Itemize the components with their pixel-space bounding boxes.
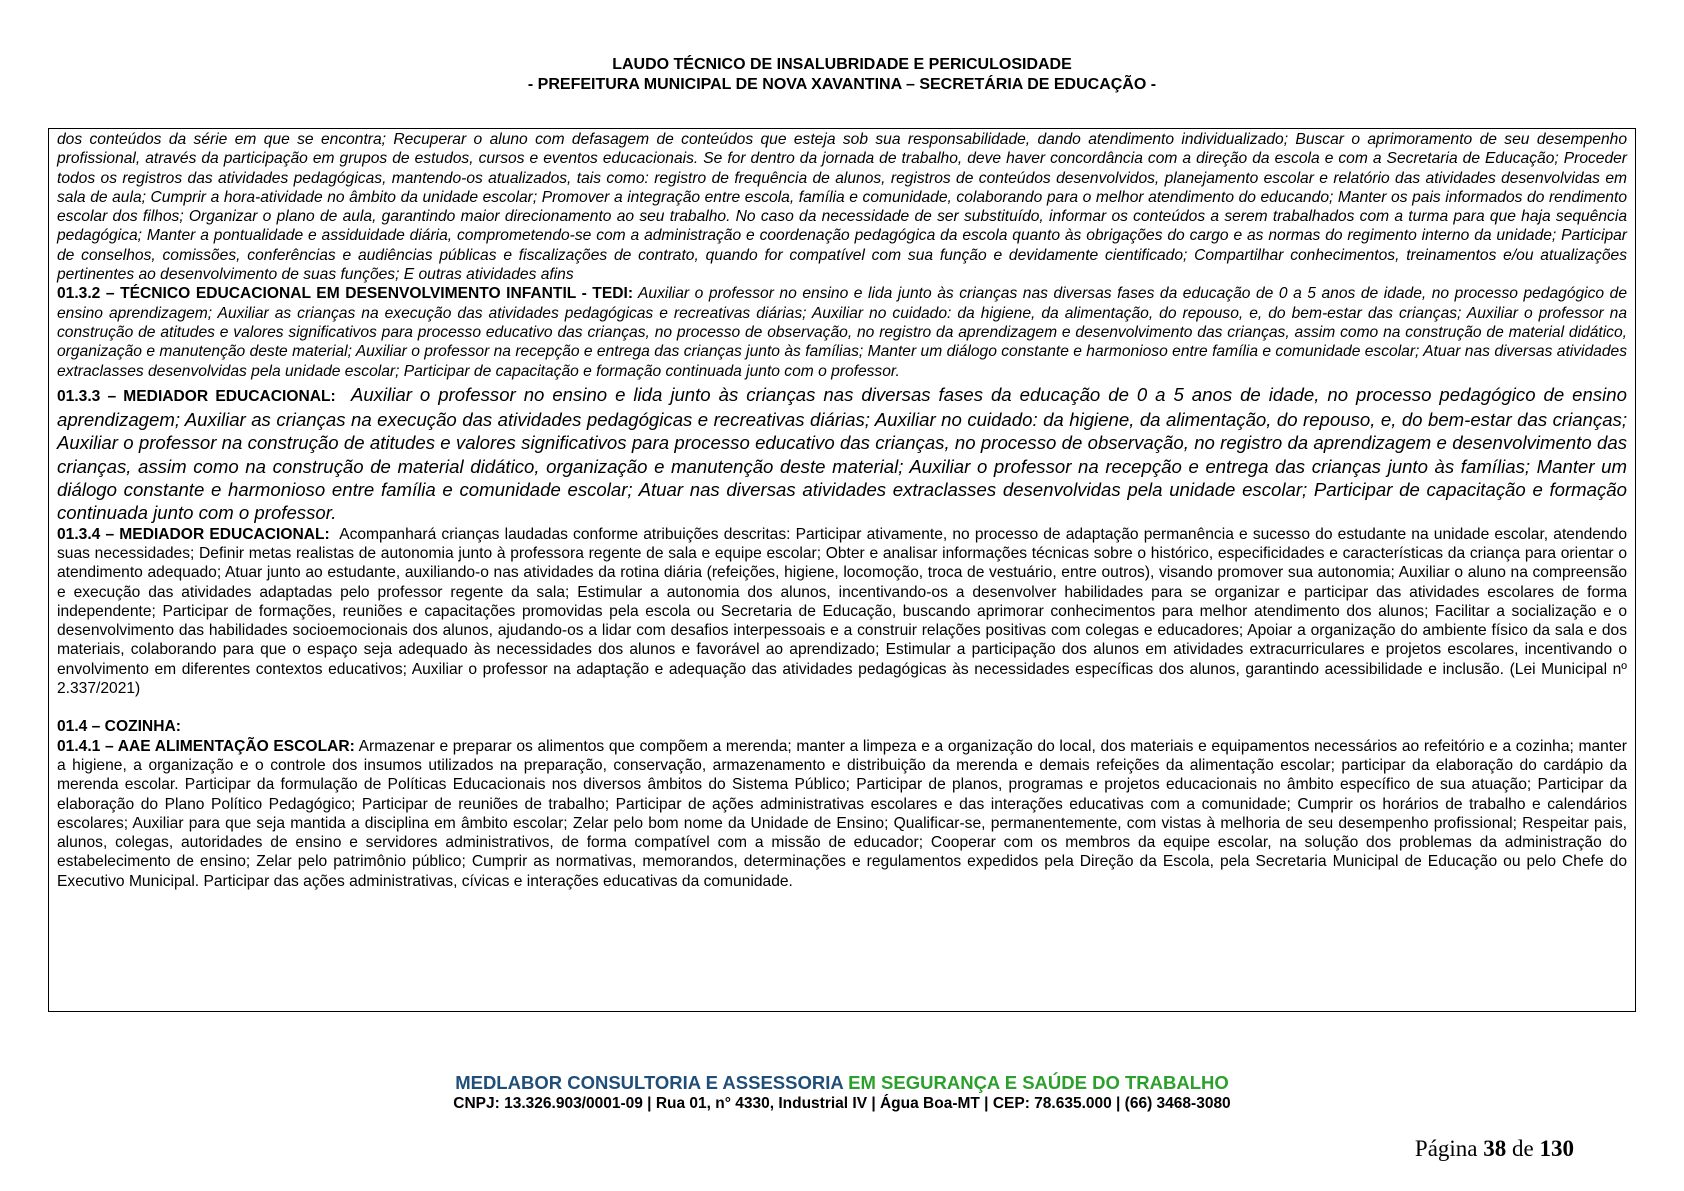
section-0141: [57, 737, 1627, 891]
section-0132: [57, 284, 1627, 380]
section-0141-title: 01.4.1 – AAE ALIMENTAÇÃO ESCOLAR:: [57, 737, 355, 755]
section-0134-text: Acompanhará crianças laudadas conforme atribuições descritas: Participar ativamente, no processo de adaptação permanência e sucesso do estudante na unidade escolar, atendendo suas necessidades; Definir metas realistas de autonomia junto à professora regente de sala e equipe escolar; Obter e analisar informações técnicas sobre o histórico, especificidades e características da criança para orientar o atendimento adequado; Atuar junto ao estudante, auxiliando-o nas atividades da rotina diária (refeições, higiene, locomoção, troca de vestuário, entre outros), visando promover sua autonomia; Auxiliar o aluno na compreensão e execução das atividades adaptadas pelo professor regente da sala; Estimular a autonomia dos alunos, incentivando-os a desenvolver habilidades para se organizar e participar das atividades escolares de forma independente; Participar de formações, reuniões e capacitações promovidas pela escola ou Secretaria de Educação, buscando aprimorar conhecimentos para melhor atendimento dos alunos; Facilitar a socialização e o desenvolvimento das habilidades socioemocionais dos alunos, ajudando-os a lidar com desafios interpessoais e a construir relações positivas com colegas e educadores; Apoiar a organização do ambiente físico da sala e dos materiais, colaborando para que o espaço seja adequado às necessidades dos alunos e favorável ao aprendizado; Estimular a participação dos alunos em atividades extracurriculares e projetos escolares, incentivando o envolvimento em diferentes contextos educativos; Auxiliar o professor na adaptação e adequação das atividades pedagógicas às necessidades específicas dos alunos, garantindo acessibilidade e inclusão. (Lei Municipal nº 2.337/2021): [57, 525, 1627, 698]
section-0134: [57, 525, 1627, 699]
section-0133: [57, 383, 1627, 525]
footer-address: CNPJ: 13.326.903/0001-09 | Rua 01, n° 4330, Industrial IV | Água Boa-MT | CEP: 78.635.000 | (66) 3468-3080: [453, 1095, 1231, 1112]
document-title: LAUDO TÉCNICO DE INSALUBRIDADE E PERICULOSIDADE: [612, 56, 1072, 73]
page-number: [1415, 1136, 1574, 1162]
footer-company-green: EM SEGURANÇA E SAÚDE DO TRABALHO: [843, 1072, 1229, 1093]
section-0132-text: Auxiliar o professor no ensino e lida junto às crianças nas diversas fases da educação de 0 a 5 anos de idade, no processo pedagógico de ensino aprendizagem; Auxiliar as crianças na execução das atividades pedagógicas e recreativas diárias; Auxiliar no cuidado: da higiene, da alimentação, do repouso, e, do bem-estar das crianças; Auxiliar o professor na construção de atitudes e valores significativos para processo educativo das crianças, no processo de observação, no registro da aprendizagem e desenvolvimento das crianças, assim como na construção de material didático, organização e manutenção deste material; Auxiliar o professor na recepção e entrega das crianças junto às famílias; Manter um diálogo constante e harmonioso entre família e comunidade escolar; Atuar nas diversas atividades extraclasses desenvolvidas pela unidade escolar; Participar de capacitação e formação continuada junto com o professor.: [57, 285, 1627, 380]
document-header: [0, 55, 1684, 95]
section-0133-text: Auxiliar o professor no ensino e lida junto às crianças nas diversas fases da educação de 0 a 5 anos de idade, no processo pedagógico de ensino aprendizagem; Auxiliar as crianças na execução das atividades pedagógicas e recreativas diárias; Auxiliar no cuidado: da higiene, da alimentação, do repouso, e, do bem-estar das crianças; Auxiliar o professor na construção de atitudes e valores significativos para processo educativo das crianças, no processo de observação, no registro da aprendizagem e desenvolvimento das crianças, assim como na construção de material didático, organização e manutenção deste material; Auxiliar o professor na recepção e entrega das crianças junto às famílias; Manter um diálogo constante e harmonioso entre família e comunidade escolar; Atuar nas diversas atividades extraclasses desenvolvidas pela unidade escolar; Participar de capacitação e formação continuada junto com o professor.: [57, 383, 1627, 524]
content-box: [48, 128, 1636, 1012]
continuation-paragraph: dos conteúdos da série em que se encontra; Recuperar o aluno com defasagem de conteúdos que esteja sob sua responsabilidade, dando atendimento individualizado; Buscar o aprimoramento de seu desempenho profissional, através da participação em grupos de estudos, cursos e eventos educacionais. Se for dentro da jornada de trabalho, deve haver concordância com a direção da escola e com a Secretaria de Educação; Proceder todos os registros das atividades pedagógicas, mantendo-os atualizados, tais como: registro de frequência de alunos, registros de conteúdos desenvolvidos, planejamento escolar e relatório das atividades desenvolvidas em sala de aula; Cumprir a hora-atividade no âmbito da unidade escolar; Promover a integração entre escola, família e comunidade, colaborando para o melhor atendimento do educando; Manter os pais informados do rendimento escolar dos filhos; Organizar o plano de aula, garantindo maior direcionamento ao seu trabalho. No caso da necessidade de ser substituído, informar os conteúdos a serem trabalhados com a turma para que haja sequência pedagógica; Manter a pontualidade e assiduidade diária, comprometendo-se com a administração e coordenação pedagógica da escola quanto às obrigações do cargo e as normas do regimento interno da unidade; Participar de conselhos, comissões, conferências e audiências públicas e fiscalizações de contrato, quando for compatível com sua função e devidamente cientificado; Compartilhar conhecimentos, treinamentos e/ou atualizações pertinentes ao desenvolvimento de suas funções; E outras atividades afins: [57, 131, 1627, 284]
footer-company-blue: MEDLABOR CONSULTORIA E ASSESSORIA: [455, 1072, 844, 1093]
document-footer: [0, 1072, 1684, 1114]
section-014-title: 01.4 – COZINHA:: [57, 718, 181, 736]
section-0134-title: 01.3.4 – MEDIADOR EDUCACIONAL:: [57, 525, 330, 543]
page-number-separator: de: [1506, 1136, 1540, 1161]
page-number-prefix: Página: [1414, 1136, 1484, 1161]
document-subtitle: - PREFEITURA MUNICIPAL DE NOVA XAVANTINA – SECRETÁRIA DE EDUCAÇÃO -: [527, 76, 1157, 93]
footer-company: [0, 1072, 1684, 1094]
page-number-total: 130: [1539, 1136, 1574, 1161]
spacer: [57, 698, 1627, 717]
section-0141-text: Armazenar e preparar os alimentos que compõem a merenda; manter a limpeza e a organização do local, dos materiais e equipamentos necessários ao refeitório e a cozinha; manter a higiene, a organização e o controle dos insumos utilizados na preparação, conservação, armazenamento e distribuição da merenda e demais refeições da alimentação escolar; participar da elaboração do cardápio da merenda escolar. Participar da formulação de Políticas Educacionais nos diversos âmbitos do Sistema Público; Participar de planos, programas e projetos educacionais no âmbito específico de sua atuação; Participar da elaboração do Plano Político Pedagógico; Participar de reuniões de trabalho; Participar de ações administrativas escolares e das interações educativas com a comunidade; Cumprir os horários de trabalho e calendários escolares; Auxiliar para que seja mantida a disciplina em âmbito escolar; Zelar pelo bom nome da Unidade de Ensino; Qualificar-se, permanentemente, com vistas à melhoria de seu desempenho profissional; Respeitar pais, alunos, colegas, autoridades de ensino e servidores administrativos, de forma compatível com a missão de educador; Cooperar com os membros da equipe escolar, na solução dos problemas da administração do estabelecimento de ensino; Zelar pelo patrimônio público; Cumprir as normativas, memorandos, determinações e regulamentos expedidos pela Direção da Escola, pela Secretaria Municipal de Educação ou pelo Chefe do Executivo Municipal. Participar das ações administrativas, cívicas e interações educativas da comunidade.: [57, 737, 1627, 890]
section-0132-title: 01.3.2 – TÉCNICO EDUCACIONAL EM DESENVOLVIMENTO INFANTIL - TEDI:: [57, 285, 634, 303]
section-0133-title: 01.3.3 – MEDIADOR EDUCACIONAL:: [57, 387, 336, 405]
page-number-current: 38: [1483, 1136, 1507, 1161]
